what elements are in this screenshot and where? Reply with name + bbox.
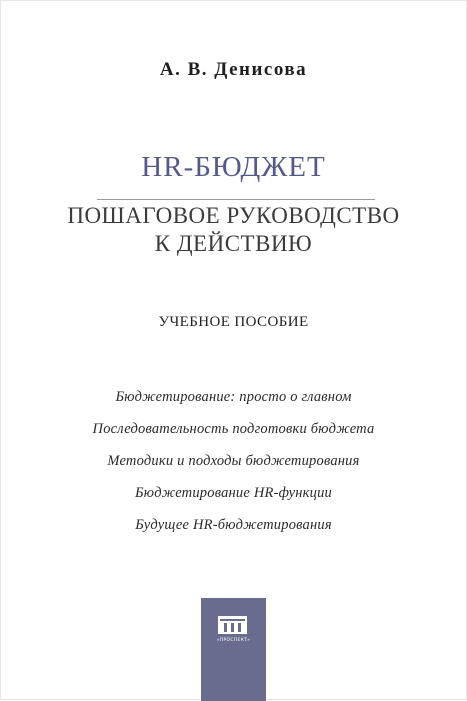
publisher-logo-text: «ПРОСПЕКТ»	[216, 638, 251, 643]
book-subtitle	[1, 202, 466, 258]
title-divider	[97, 199, 375, 200]
topic-item: Методики и подходы бюджетирования	[107, 453, 360, 469]
publisher-mark-icon	[218, 614, 247, 634]
book-title: HR-БЮДЖЕТ	[141, 151, 326, 183]
subtitle-line-2: К ДЕЙСТВИЮ	[154, 231, 313, 256]
topic-item: Бюджетирование HR-функции	[135, 485, 332, 501]
topics-list	[1, 386, 466, 546]
publisher-logo	[201, 598, 266, 701]
edition-label: УЧЕБНОЕ ПОСОБИЕ	[158, 314, 309, 330]
topic-item: Будущее HR-бюджетирования	[135, 517, 332, 533]
topic-item: Бюджетирование: просто о главном	[115, 389, 352, 405]
subtitle-line-1: ПОШАГОВОЕ РУКОВОДСТВО	[67, 203, 400, 228]
topic-item: Последовательность подготовки бюджета	[92, 421, 375, 437]
author-name: А. В. Денисова	[159, 59, 308, 80]
